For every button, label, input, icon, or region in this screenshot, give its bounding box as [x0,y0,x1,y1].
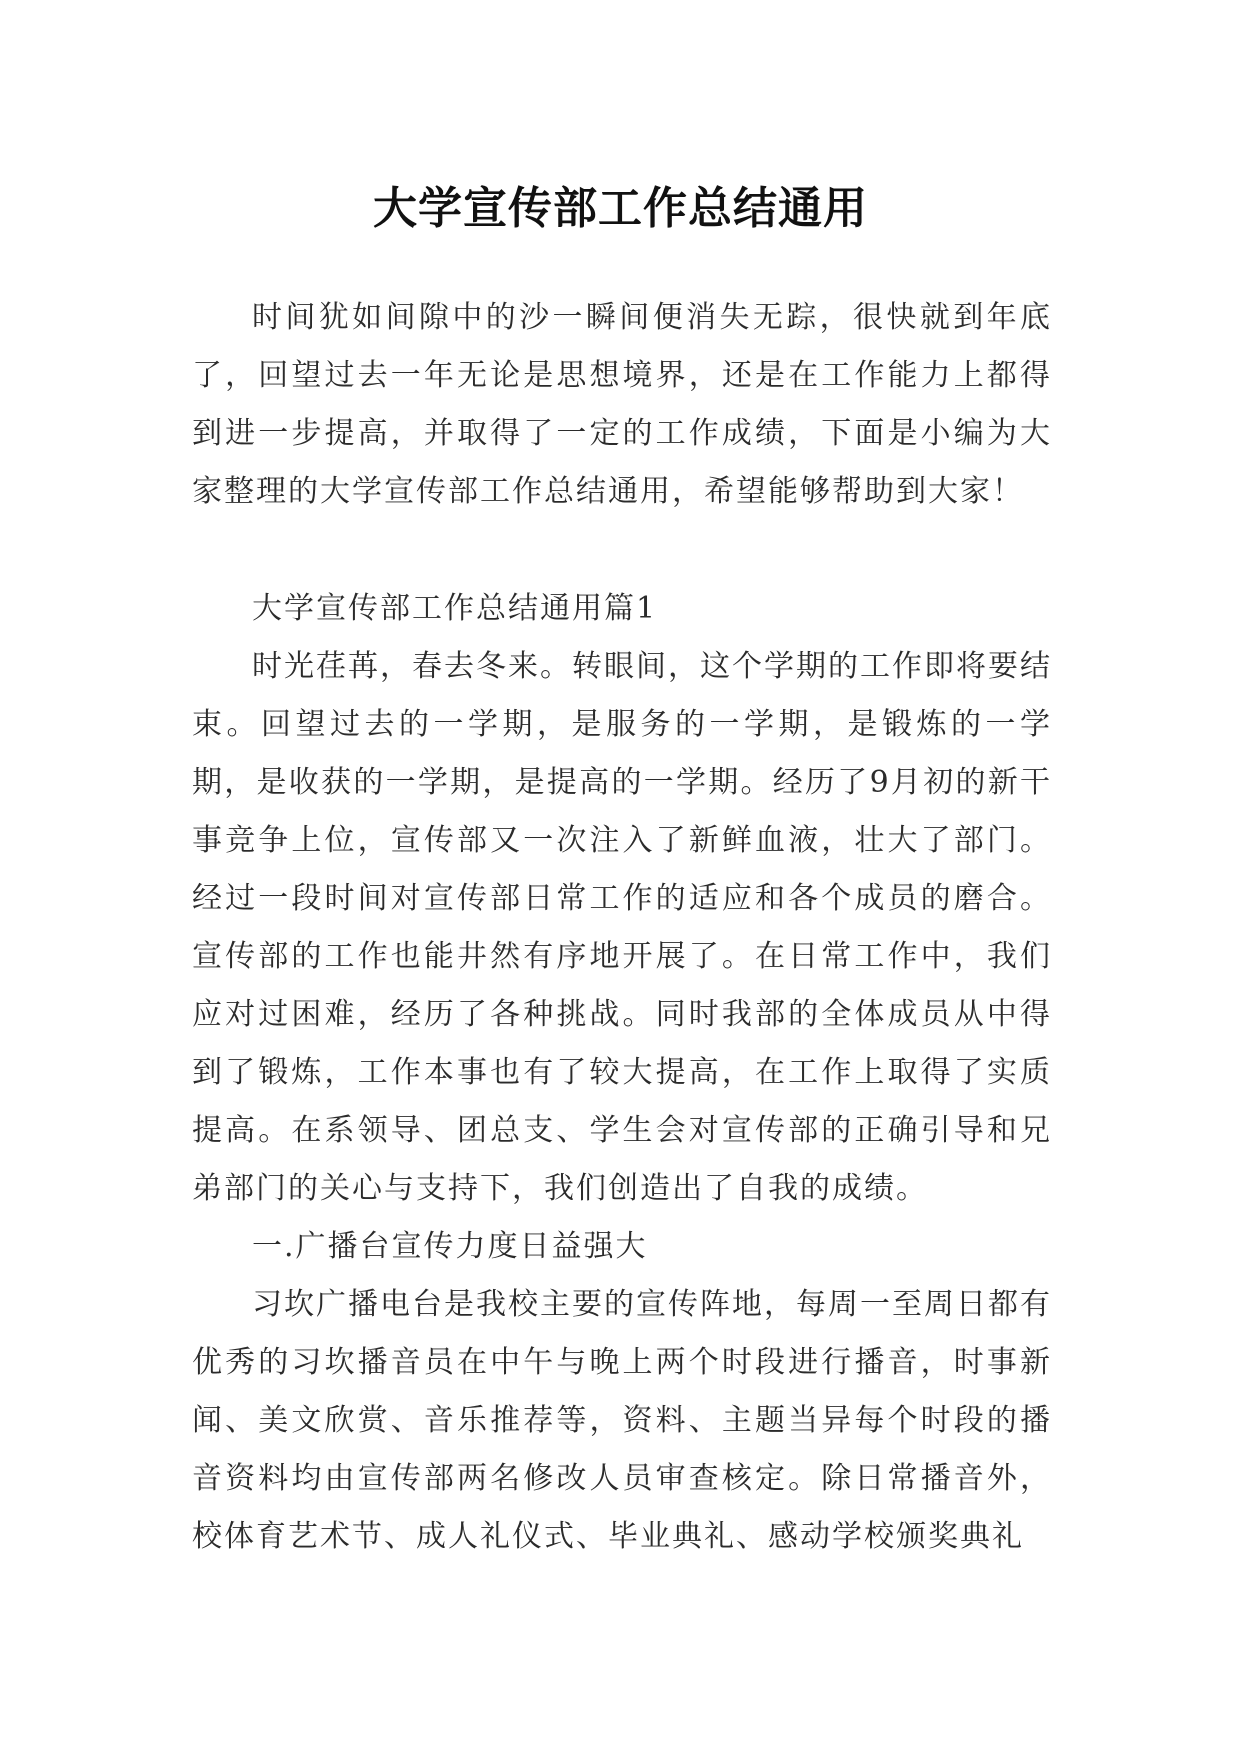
subheading-broadcast: 一.广播台宣传力度日益强大 [252,1229,648,1264]
article-body [192,580,1052,1566]
paragraph-2: 习坎广播电台是我校主要的宣传阵地，每周一至周日都有优秀的习坎播音员在中午与晚上两个时段进行播音，时事新闻、美文欣赏、音乐推荐等，资料、主题当异每个时段的播音资料均由宣传部两名修改人员审查核定。除日常播音外，校体育艺术节、成人礼仪式、毕业典礼、感动学校颁奖典礼 [192,1287,1052,1554]
paragraph-1: 时光荏苒，春去冬来。转眼间，这个学期的工作即将要结束。回望过去的一学期，是服务的一学期，是锻炼的一学期，是收获的一学期，是提高的一学期。经历了9月初的新干事竞争上位，宣传部又一次注入了新鲜血液，壮大了部门。经过一段时间对宣传部日常工作的适应和各个成员的磨合。宣传部的工作也能井然有序地开展了。在日常工作中，我们应对过困难，经历了各种挑战。同时我部的全体成员从中得到了锻炼，工作本事也有了较大提高，在工作上取得了实质提高。在系领导、团总支、学生会对宣传部的正确引导和兄弟部门的关心与支持下，我们创造出了自我的成绩。 [192,649,1052,1206]
document-title: 大学宣传部工作总结通用 [373,183,868,235]
section-title: 大学宣传部工作总结通用篇1 [252,591,658,626]
intro-paragraph: 时间犹如间隙中的沙一瞬间便消失无踪，很快就到年底了，回望过去一年无论是思想境界，还是在工作能力上都得到进一步提高，并取得了一定的工作成绩，下面是小编为大家整理的大学宣传部工作总结通用，希望能够帮助到大家！ [192,300,1052,509]
